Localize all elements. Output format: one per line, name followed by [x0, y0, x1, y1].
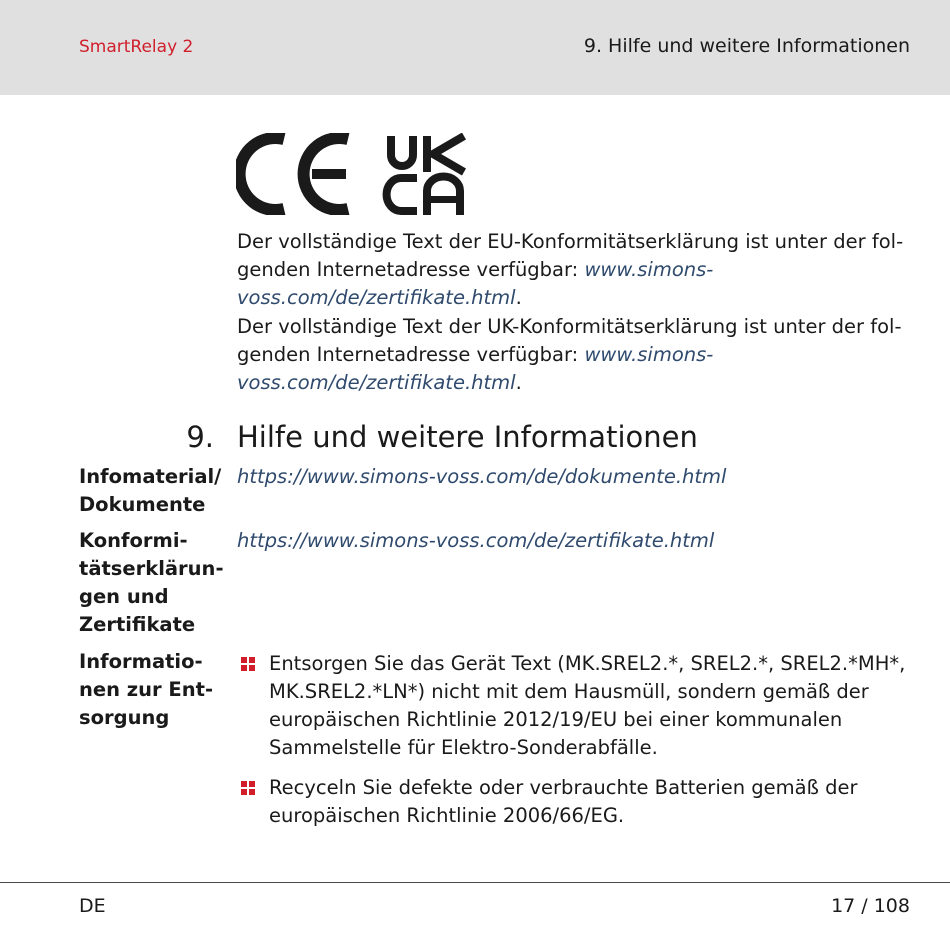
disposal-list — [237, 650, 917, 842]
footer-language: DE — [79, 895, 106, 917]
square-bullet-icon — [241, 781, 255, 795]
footer-divider — [0, 882, 950, 883]
list-item — [237, 774, 917, 830]
chapter-title: 9. Hilfe und weitere Informationen — [583, 35, 910, 57]
disposal-text-batteries: Recyceln Sie defekte oder verbrauchte Batterien gemäß der europäischen Richtlinie 2006/66/EG. — [269, 776, 858, 827]
square-bullet-icon — [241, 657, 255, 671]
disposal-text-device: Entsorgen Sie das Gerät Text (MK.SREL2.*, SREL2.*, SREL2.*MH*, MK.SREL2.*LN*) nicht mit dem Hausmüll, sondern gemäß der europäischen Richtlinie 2012/19/EU bei einer kommunalen Sammelstelle für Elektro-Sonderabfälle. — [269, 652, 906, 759]
section-number: 9. — [186, 420, 214, 454]
page-header — [0, 0, 950, 95]
eu-declaration-text: Der vollständige Text der EU-Konformitätserklärung ist unter der folgenden Internetadresse verfügbar: — [237, 230, 904, 282]
page-number: 17 / 108 — [831, 895, 910, 917]
certificates-label: Konformitätserklärungen und Zertifikate — [79, 529, 224, 636]
info-material-label: Infomaterial/ Dokumente — [79, 465, 222, 516]
eu-period: . — [515, 286, 522, 310]
conformity-text — [237, 228, 917, 397]
conformity-marks — [236, 133, 468, 215]
uk-period: . — [515, 371, 522, 395]
uk-declaration-text: Der vollständige Text der UK-Konformitätserklärung ist unter der folgenden Internetadresse verfügbar: — [237, 314, 902, 366]
section-title: Hilfe und weitere Informationen — [237, 420, 698, 454]
documents-link[interactable]: https://www.simons-voss.com/de/dokumente.html — [237, 465, 727, 488]
product-name: SmartRelay 2 — [79, 37, 194, 57]
uk-declaration — [237, 313, 917, 398]
section-heading — [0, 420, 950, 460]
list-item — [237, 650, 917, 762]
ce-ukca-mark — [236, 133, 468, 215]
eu-declaration — [237, 228, 917, 313]
certificates-link[interactable]: https://www.simons-voss.com/de/zertifikate.html — [237, 529, 715, 552]
eu-declaration-link[interactable]: www.simons-voss.com/de/zertifikate.html — [237, 258, 714, 310]
uk-declaration-link[interactable]: www.simons-voss.com/de/zertifikate.html — [237, 342, 714, 395]
disposal-label: Informationen zur Entsorgung — [79, 650, 214, 729]
